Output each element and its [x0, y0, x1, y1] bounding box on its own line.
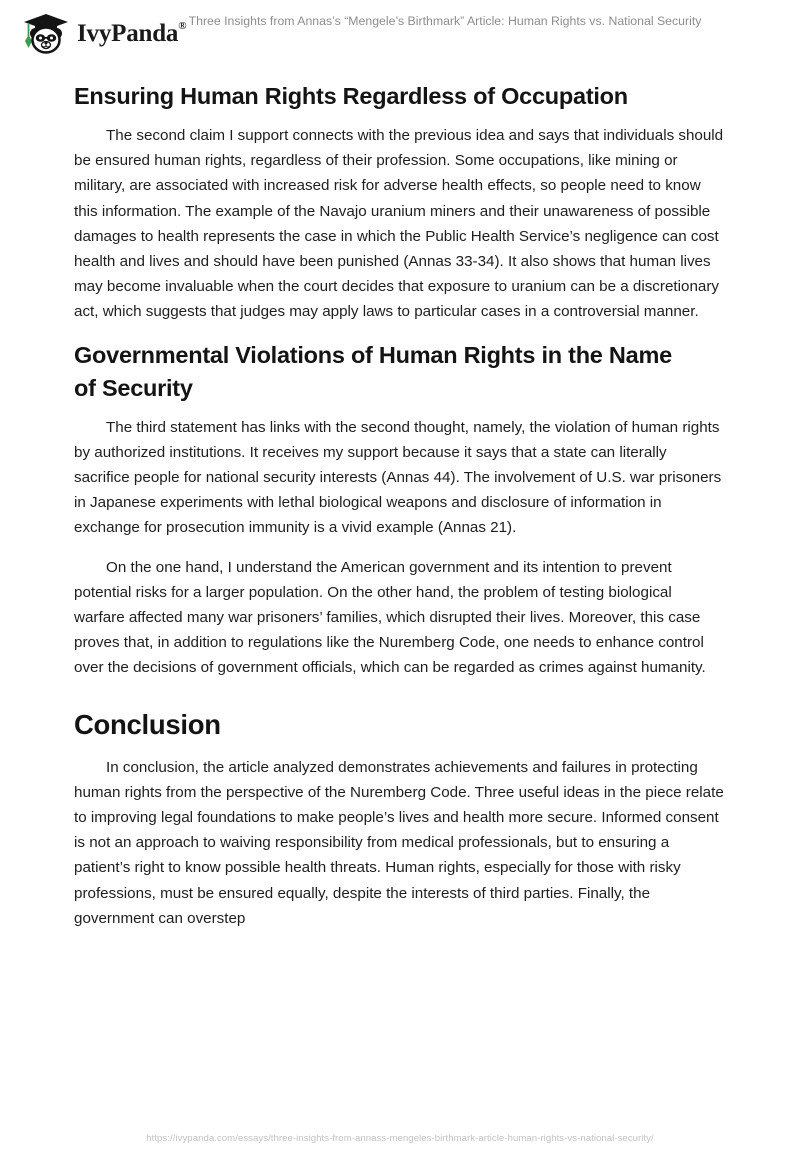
paragraph-conclusion-1: In conclusion, the article analyzed demonstrates achievements and failures in protecting human rights from the perspective of the Nuremberg Code. Three useful ideas in the piece relate to improving legal foundations to make people’s lives and health more secure. Informed consent is not an approach to waiving responsibility from medical professionals, but to ensuring a patient’s right to know possible health threats. Human rights, especially for those with risky professions, must be ensured equally, despite the interests of third parties. Finally, the government can overstep	[74, 758, 724, 927]
page-footer	[0, 1128, 800, 1146]
document-body	[74, 66, 726, 945]
footer-source-url[interactable]: https://ivypanda.com/essays/three-insights-from-annass-mengeles-birthmark-article-human-rights-vs-national-security/	[146, 1133, 654, 1144]
paragraph-governmental-violations-2: On the one hand, I understand the American government and its intention to prevent potential risks for a larger population. On the other hand, the problem of testing biological warfare affected many war prisoners’ families, which disrupted their lives. Moreover, this case proves that, in addition to regulations like the Nuremberg Code, one needs to enhance control over the decisions of government officials, which can be regarded as crimes against humanity.	[74, 558, 706, 677]
page-header	[0, 0, 800, 64]
section-heading-governmental-violations: Governmental Violations of Human Rights in the Name of Security	[74, 341, 672, 401]
paragraph-ensuring-human-rights-1: The second claim I support connects with the previous idea and says that individuals should be ensured human rights, regardless of their profession. Some occupations, like mining or military, are associated with increased risk for adverse health effects, so people need to know this information. The example of the Navajo uranium miners and their unawareness of possible damages to health represents the case in which the Public Health Service’s negligence can cost health and lives and should have been punished (Annas 33-34). It also shows that human lives may become invaluable when the court decides that exposure to uranium can be a discretionary act, which suggests that judges may apply laws to particular cases in a controversial manner.	[74, 127, 724, 321]
section-heading-ensuring-human-rights: Ensuring Human Rights Regardless of Occupation	[74, 83, 628, 109]
brand-name-text: IvyPanda	[77, 19, 179, 47]
registered-trademark-icon: ®	[178, 20, 187, 33]
document-title-header: Three Insights from Annas’s “Mengele’s Birthmark” Article: Human Rights vs. National Security	[188, 14, 702, 28]
paragraph-governmental-violations-1: The third statement has links with the second thought, namely, the violation of human rights by authorized institutions. It receives my support because it says that a state can literally sacrifice people for national security interests (Annas 44). The involvement of U.S. war prisoners in Japanese experiments with lethal biological weapons and disclosure of information in exchange for prosecution immunity is a vivid example (Annas 21).	[74, 418, 722, 537]
section-heading-conclusion: Conclusion	[74, 708, 221, 740]
